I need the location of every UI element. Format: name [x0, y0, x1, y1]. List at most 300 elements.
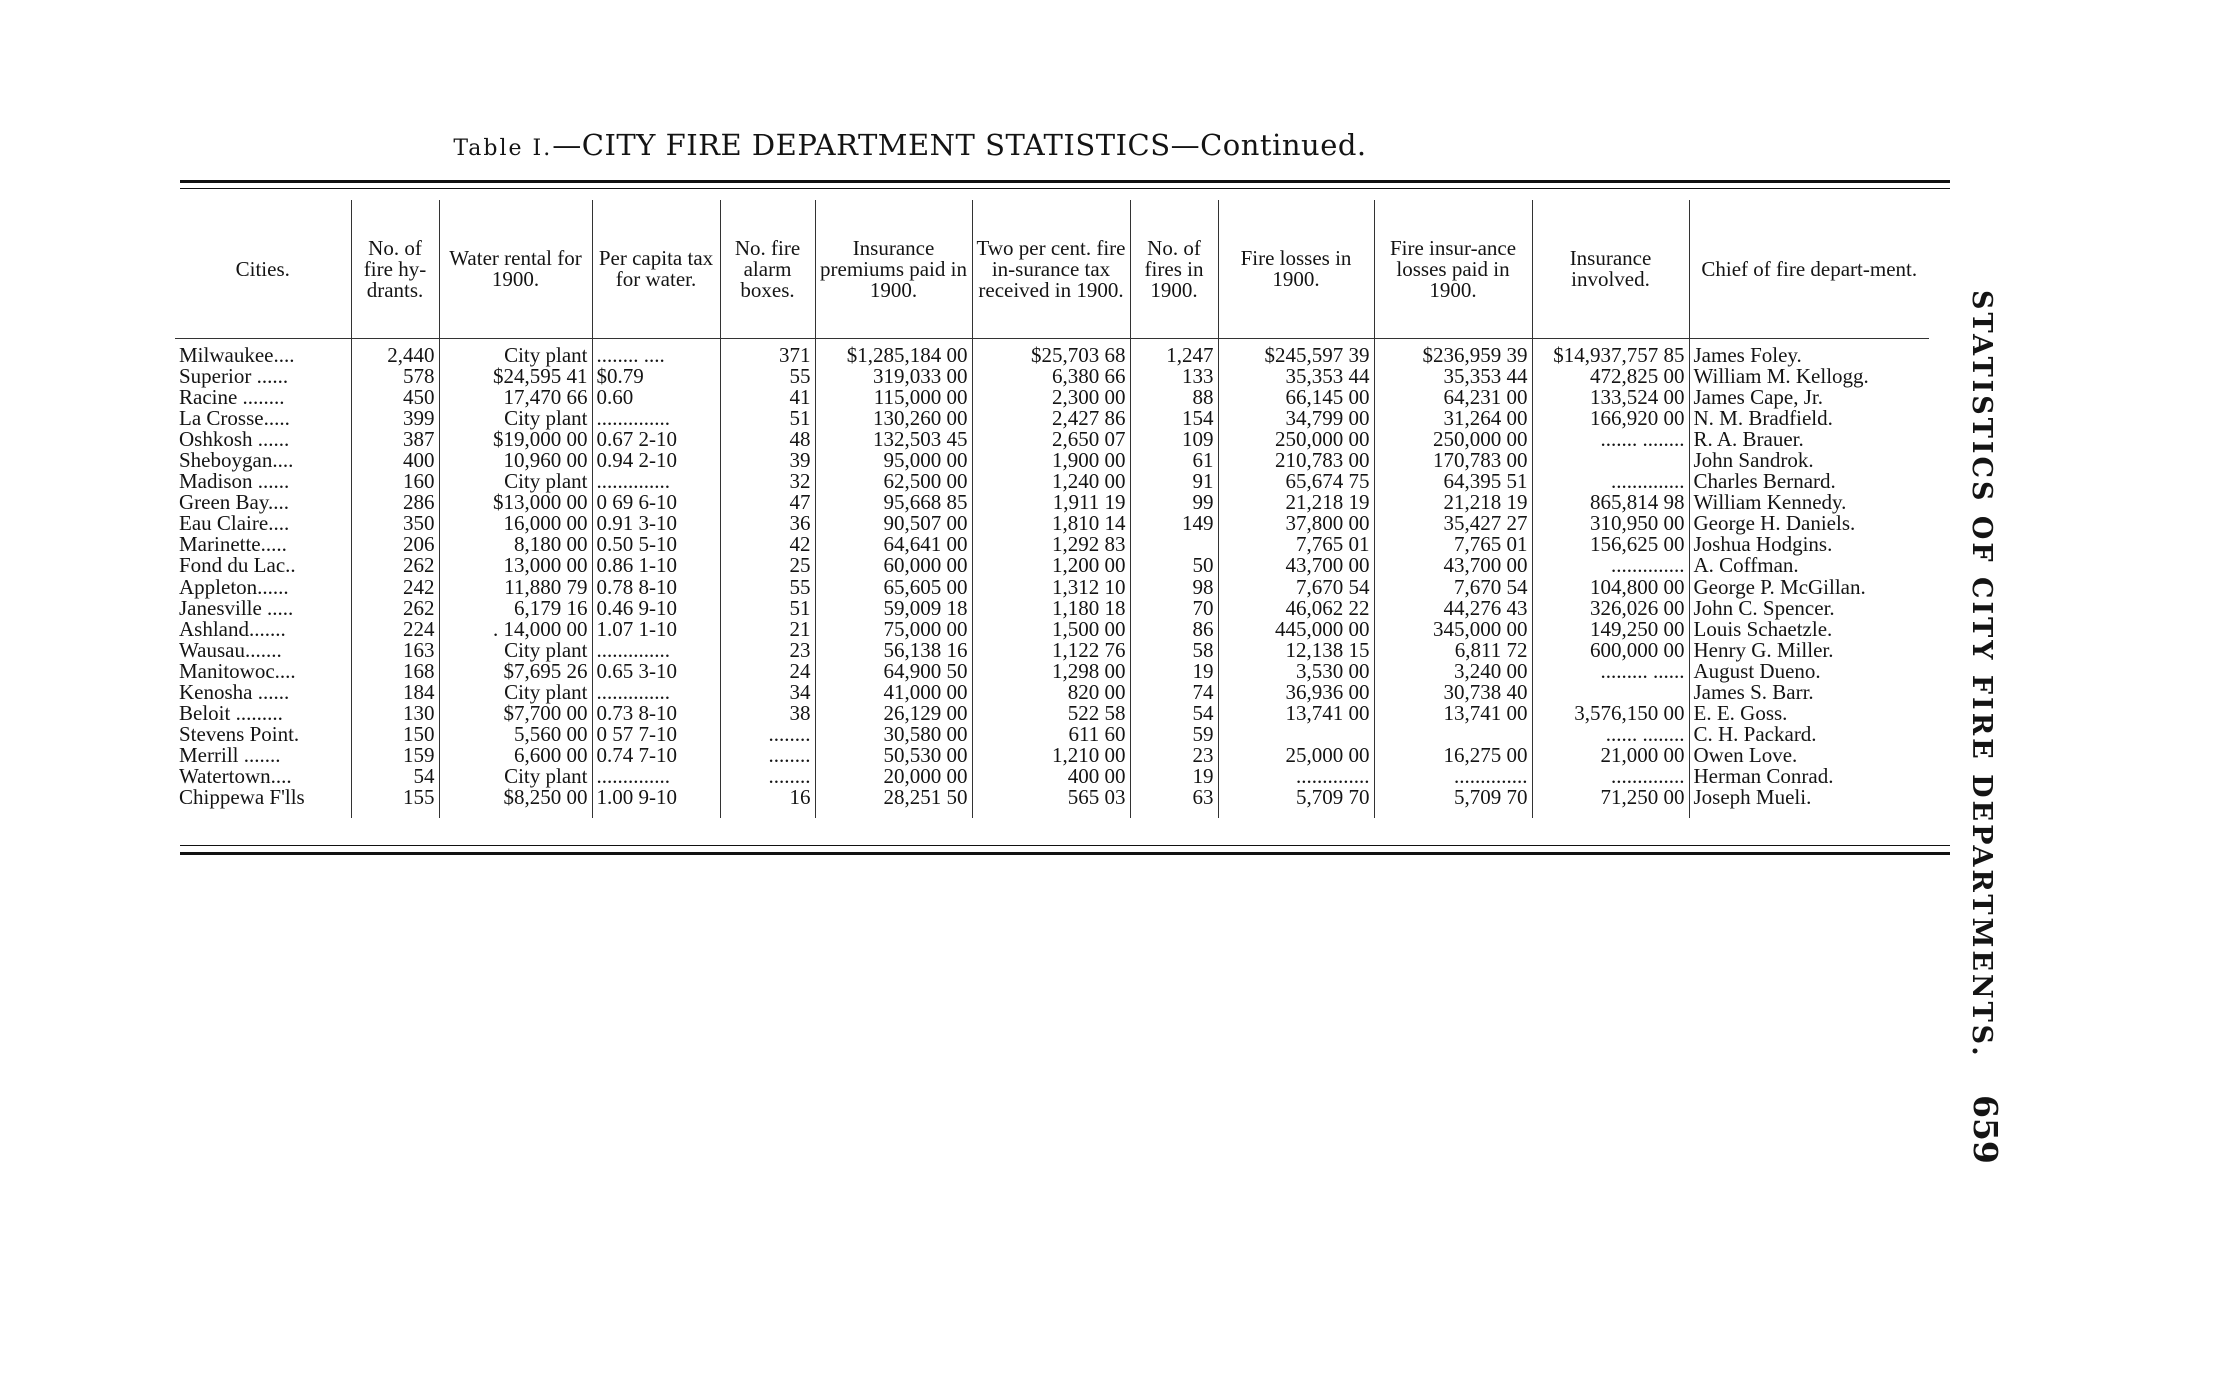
cell-city: Chippewa F'lls	[179, 784, 305, 809]
cell-hydrants: 163	[351, 640, 439, 661]
cell-per-capita: 0.86 1-10	[592, 555, 720, 576]
cell-losses: 5,709 70	[1218, 787, 1374, 818]
cell-city: Kenosha ......	[179, 679, 290, 704]
cell-per-capita: 0.74 7-10	[592, 745, 720, 766]
cell-city: Milwaukee....	[179, 343, 295, 367]
col-header-involved: Insurance involved.	[1532, 200, 1689, 339]
cell-tax: 6,380 66	[972, 366, 1130, 387]
cell-fires: 63	[1130, 787, 1218, 818]
table-row	[175, 577, 1929, 598]
cell-tax: 820 00	[972, 682, 1130, 703]
cell-involved: 326,026 00	[1532, 598, 1689, 619]
cell-tax: 400 00	[972, 766, 1130, 787]
cell-hydrants: 155	[351, 787, 439, 818]
cell-tax: $25,703 68	[972, 339, 1130, 367]
table-row	[175, 745, 1929, 766]
cell-alarm-boxes: 36	[720, 513, 815, 534]
cell-losses: 37,800 00	[1218, 513, 1374, 534]
table-row	[175, 492, 1929, 513]
cell-alarm-boxes: 39	[720, 450, 815, 471]
cell-involved: 104,800 00	[1532, 577, 1689, 598]
cell-water-rental: 16,000 00	[439, 513, 592, 534]
cell-water-rental: City plant	[439, 471, 592, 492]
cell-city: Madison ......	[179, 469, 290, 494]
cell-water-rental: 5,560 00	[439, 724, 592, 745]
cell-losses-paid: 30,738 40	[1374, 682, 1532, 703]
cell-chief: E. E. Goss.	[1689, 703, 1929, 724]
cell-per-capita: ..............	[592, 682, 720, 703]
cell-water-rental: 11,880 79	[439, 577, 592, 598]
cell-alarm-boxes: 16	[720, 787, 815, 818]
cell-alarm-boxes: 47	[720, 492, 815, 513]
cell-alarm-boxes: 24	[720, 661, 815, 682]
table-row	[175, 471, 1929, 492]
cell-losses-paid: ..............	[1374, 766, 1532, 787]
col-header-water-rental: Water rental for 1900.	[439, 200, 592, 339]
cell-alarm-boxes: 38	[720, 703, 815, 724]
cell-per-capita: 1.07 1-10	[592, 619, 720, 640]
cell-alarm-boxes: 41	[720, 387, 815, 408]
cell-alarm-boxes: 23	[720, 640, 815, 661]
col-header-fires: No. of fires in 1900.	[1130, 200, 1218, 339]
table-row	[175, 450, 1929, 471]
cell-hydrants: 262	[351, 555, 439, 576]
cell-chief: John Sandrok.	[1689, 450, 1929, 471]
cell-chief: C. H. Packard.	[1689, 724, 1929, 745]
cell-alarm-boxes: 21	[720, 619, 815, 640]
cell-losses-paid: 13,741 00	[1374, 703, 1532, 724]
cell-city: Green Bay....	[179, 490, 290, 515]
cell-alarm-boxes: 32	[720, 471, 815, 492]
cell-involved: ...... ........	[1532, 724, 1689, 745]
cell-hydrants: 400	[351, 450, 439, 471]
cell-city: Eau Claire....	[179, 511, 290, 536]
cell-premiums: 130,260 00	[815, 408, 972, 429]
cell-fires: 88	[1130, 387, 1218, 408]
cell-fires: 86	[1130, 619, 1218, 640]
table-row	[175, 429, 1929, 450]
cell-losses-paid: 345,000 00	[1374, 619, 1532, 640]
cell-premiums: 65,605 00	[815, 577, 972, 598]
cell-chief: George P. McGillan.	[1689, 577, 1929, 598]
cell-hydrants: 224	[351, 619, 439, 640]
cell-fires: 91	[1130, 471, 1218, 492]
cell-tax: 611 60	[972, 724, 1130, 745]
cell-premiums: 60,000 00	[815, 555, 972, 576]
cell-city: La Crosse.....	[179, 406, 290, 431]
cell-fires: 98	[1130, 577, 1218, 598]
cell-tax: 1,298 00	[972, 661, 1130, 682]
cell-tax: 1,292 83	[972, 534, 1130, 555]
cell-city: Wausau.......	[179, 637, 282, 662]
cell-losses: 25,000 00	[1218, 745, 1374, 766]
cell-losses-paid: 6,811 72	[1374, 640, 1532, 661]
table-row	[175, 640, 1929, 661]
table-row	[175, 555, 1929, 576]
cell-alarm-boxes: ........	[720, 745, 815, 766]
cell-premiums: 30,580 00	[815, 724, 972, 745]
cell-alarm-boxes: 42	[720, 534, 815, 555]
cell-fires: 149	[1130, 513, 1218, 534]
cell-losses: 46,062 22	[1218, 598, 1374, 619]
cell-water-rental: 10,960 00	[439, 450, 592, 471]
cell-premiums: 95,000 00	[815, 450, 972, 471]
cell-city: Oshkosh ......	[179, 427, 290, 452]
top-rule-thin	[180, 188, 1950, 189]
cell-losses-paid: 5,709 70	[1374, 787, 1532, 818]
cell-losses-paid: 7,670 54	[1374, 577, 1532, 598]
cell-losses: 7,670 54	[1218, 577, 1374, 598]
cell-involved: 166,920 00	[1532, 408, 1689, 429]
cell-involved: 310,950 00	[1532, 513, 1689, 534]
col-header-cities: Cities.	[235, 256, 290, 281]
cell-losses-paid: 64,395 51	[1374, 471, 1532, 492]
col-header-alarm-boxes: No. fire alarm boxes.	[720, 200, 815, 339]
cell-involved: 149,250 00	[1532, 619, 1689, 640]
cell-tax: 1,180 18	[972, 598, 1130, 619]
table-body	[175, 339, 1929, 819]
table-row	[175, 724, 1929, 745]
cell-premiums: 90,507 00	[815, 513, 972, 534]
cell-fires: 109	[1130, 429, 1218, 450]
cell-losses-paid: 44,276 43	[1374, 598, 1532, 619]
cell-per-capita: ..............	[592, 766, 720, 787]
cell-water-rental: 6,600 00	[439, 745, 592, 766]
table-title-main: —CITY FIRE DEPARTMENT STATISTICS	[552, 128, 1171, 162]
cell-losses: 12,138 15	[1218, 640, 1374, 661]
cell-losses: 21,218 19	[1218, 492, 1374, 513]
cell-water-rental: $19,000 00	[439, 429, 592, 450]
cell-city: Racine ........	[179, 385, 285, 410]
col-header-per-capita: Per capita tax for water.	[592, 200, 720, 339]
cell-tax: 1,312 10	[972, 577, 1130, 598]
cell-tax: 1,200 00	[972, 555, 1130, 576]
cell-city: Stevens Point.	[179, 721, 300, 746]
cell-chief: Herman Conrad.	[1689, 766, 1929, 787]
cell-tax: 1,210 00	[972, 745, 1130, 766]
table-header-row	[175, 200, 1929, 339]
cell-chief: John C. Spencer.	[1689, 598, 1929, 619]
cell-city: Watertown....	[179, 763, 292, 788]
cell-city: Ashland.......	[179, 616, 286, 641]
cell-fires: 70	[1130, 598, 1218, 619]
table-row	[175, 766, 1929, 787]
cell-losses: $245,597 39	[1218, 339, 1374, 367]
cell-premiums: 50,530 00	[815, 745, 972, 766]
cell-per-capita: 0.78 8-10	[592, 577, 720, 598]
cell-chief: A. Coffman.	[1689, 555, 1929, 576]
table-title-suffix: —Continued.	[1170, 128, 1367, 162]
cell-chief: Joseph Mueli.	[1689, 787, 1929, 818]
cell-tax: 1,911 19	[972, 492, 1130, 513]
cell-losses-paid: 43,700 00	[1374, 555, 1532, 576]
cell-tax: 1,900 00	[972, 450, 1130, 471]
cell-premiums: 132,503 45	[815, 429, 972, 450]
table-row	[175, 513, 1929, 534]
cell-tax: 1,240 00	[972, 471, 1130, 492]
cell-involved: ..............	[1532, 555, 1689, 576]
cell-per-capita: ........ ....	[592, 339, 720, 367]
cell-city: Janesville .....	[179, 595, 294, 620]
cell-per-capita: 0.91 3-10	[592, 513, 720, 534]
cell-city: Marinette.....	[179, 532, 287, 557]
table-row	[175, 408, 1929, 429]
cell-chief: William M. Kellogg.	[1689, 366, 1929, 387]
cell-involved: $14,937,757 85	[1532, 339, 1689, 367]
cell-losses-paid: 35,427 27	[1374, 513, 1532, 534]
cell-hydrants: 206	[351, 534, 439, 555]
cell-alarm-boxes: 51	[720, 408, 815, 429]
cell-premiums: 62,500 00	[815, 471, 972, 492]
cell-hydrants: 54	[351, 766, 439, 787]
cell-per-capita: 1.00 9-10	[592, 787, 720, 818]
cell-per-capita: 0 57 7-10	[592, 724, 720, 745]
cell-premiums: 28,251 50	[815, 787, 972, 818]
cell-losses: 13,741 00	[1218, 703, 1374, 724]
cell-involved: 3,576,150 00	[1532, 703, 1689, 724]
cell-losses-paid: 16,275 00	[1374, 745, 1532, 766]
table-row	[175, 661, 1929, 682]
cell-hydrants: 2,440	[351, 339, 439, 367]
cell-fires: 50	[1130, 555, 1218, 576]
cell-water-rental: 13,000 00	[439, 555, 592, 576]
cell-chief: N. M. Bradfield.	[1689, 408, 1929, 429]
bottom-rule-thin	[180, 845, 1950, 846]
cell-involved	[1532, 682, 1689, 703]
cell-premiums: 26,129 00	[815, 703, 972, 724]
cell-hydrants: 160	[351, 471, 439, 492]
cell-hydrants: 578	[351, 366, 439, 387]
cell-tax: 565 03	[972, 787, 1130, 818]
cell-hydrants: 450	[351, 387, 439, 408]
cell-premiums: 56,138 16	[815, 640, 972, 661]
cell-fires: 19	[1130, 766, 1218, 787]
cell-water-rental: $7,695 26	[439, 661, 592, 682]
cell-chief: James Cape, Jr.	[1689, 387, 1929, 408]
fire-statistics-table	[175, 200, 1929, 818]
cell-premiums: 75,000 00	[815, 619, 972, 640]
cell-water-rental: $24,595 41	[439, 366, 592, 387]
cell-alarm-boxes: 51	[720, 598, 815, 619]
cell-fires: 59	[1130, 724, 1218, 745]
cell-chief: Joshua Hodgins.	[1689, 534, 1929, 555]
cell-tax: 2,650 07	[972, 429, 1130, 450]
col-header-premiums: Insurance premiums paid in 1900.	[815, 200, 972, 339]
cell-city: Superior ......	[179, 364, 289, 389]
cell-water-rental: City plant	[439, 408, 592, 429]
cell-water-rental: $8,250 00	[439, 787, 592, 818]
cell-losses-paid: 21,218 19	[1374, 492, 1532, 513]
cell-per-capita: 0.67 2-10	[592, 429, 720, 450]
table-row	[175, 682, 1929, 703]
table-title-prefix: Table I.	[453, 136, 553, 161]
cell-tax: 1,810 14	[972, 513, 1130, 534]
cell-water-rental: $13,000 00	[439, 492, 592, 513]
cell-losses: 66,145 00	[1218, 387, 1374, 408]
cell-city: Sheboygan....	[179, 448, 294, 473]
cell-alarm-boxes: ........	[720, 724, 815, 745]
cell-city: Merrill .......	[179, 742, 281, 767]
cell-alarm-boxes: 48	[720, 429, 815, 450]
cell-tax: 2,427 86	[972, 408, 1130, 429]
table-row	[175, 703, 1929, 724]
cell-involved: 600,000 00	[1532, 640, 1689, 661]
cell-chief: William Kennedy.	[1689, 492, 1929, 513]
cell-premiums: 64,900 50	[815, 661, 972, 682]
cell-involved: ..............	[1532, 471, 1689, 492]
cell-involved: 21,000 00	[1532, 745, 1689, 766]
table-row	[175, 534, 1929, 555]
cell-involved: 865,814 98	[1532, 492, 1689, 513]
cell-per-capita: 0.73 8-10	[592, 703, 720, 724]
cell-water-rental: City plant	[439, 339, 592, 367]
cell-city: Appleton......	[179, 574, 289, 599]
cell-chief: Louis Schaetzle.	[1689, 619, 1929, 640]
cell-losses: 7,765 01	[1218, 534, 1374, 555]
cell-per-capita: ..............	[592, 408, 720, 429]
table-row	[175, 598, 1929, 619]
cell-hydrants: 130	[351, 703, 439, 724]
col-header-hydrants: No. of fire hy-drants.	[351, 200, 439, 339]
cell-city: Manitowoc....	[179, 658, 296, 683]
running-head: STATISTICS OF CITY FIRE DEPARTMENTS.	[1966, 290, 1997, 1059]
cell-involved: 133,524 00	[1532, 387, 1689, 408]
cell-fires: 19	[1130, 661, 1218, 682]
col-header-losses: Fire losses in 1900.	[1218, 200, 1374, 339]
cell-chief: James S. Barr.	[1689, 682, 1929, 703]
cell-fires: 99	[1130, 492, 1218, 513]
cell-water-rental: City plant	[439, 682, 592, 703]
table-title	[175, 128, 1645, 162]
cell-per-capita: ..............	[592, 471, 720, 492]
cell-fires: 133	[1130, 366, 1218, 387]
cell-involved: 71,250 00	[1532, 787, 1689, 818]
cell-alarm-boxes: 55	[720, 577, 815, 598]
cell-involved: 472,825 00	[1532, 366, 1689, 387]
cell-losses: 445,000 00	[1218, 619, 1374, 640]
cell-hydrants: 242	[351, 577, 439, 598]
cell-water-rental: 17,470 66	[439, 387, 592, 408]
cell-involved: 156,625 00	[1532, 534, 1689, 555]
cell-hydrants: 168	[351, 661, 439, 682]
cell-losses: 36,936 00	[1218, 682, 1374, 703]
cell-premiums: 41,000 00	[815, 682, 972, 703]
cell-losses: 250,000 00	[1218, 429, 1374, 450]
cell-chief: Charles Bernard.	[1689, 471, 1929, 492]
col-header-tax: Two per cent. fire in-surance tax received in 1900.	[972, 200, 1130, 339]
cell-fires: 54	[1130, 703, 1218, 724]
cell-premiums: 95,668 85	[815, 492, 972, 513]
cell-involved: ..............	[1532, 766, 1689, 787]
cell-water-rental: 6,179 16	[439, 598, 592, 619]
cell-chief: August Dueno.	[1689, 661, 1929, 682]
cell-water-rental: 8,180 00	[439, 534, 592, 555]
cell-tax: 522 58	[972, 703, 1130, 724]
cell-losses-paid: 31,264 00	[1374, 408, 1532, 429]
cell-losses: 34,799 00	[1218, 408, 1374, 429]
cell-hydrants: 387	[351, 429, 439, 450]
col-header-losses-paid: Fire insur-ance losses paid in 1900.	[1374, 200, 1532, 339]
col-header-chief: Chief of fire depart-ment.	[1689, 200, 1929, 339]
page-number: 659	[1966, 1095, 2005, 1164]
bottom-rule-thick	[180, 852, 1950, 855]
cell-hydrants: 184	[351, 682, 439, 703]
cell-hydrants: 399	[351, 408, 439, 429]
cell-losses-paid: $236,959 39	[1374, 339, 1532, 367]
cell-losses-paid: 3,240 00	[1374, 661, 1532, 682]
cell-losses-paid: 170,783 00	[1374, 450, 1532, 471]
cell-chief: Henry G. Miller.	[1689, 640, 1929, 661]
cell-hydrants: 350	[351, 513, 439, 534]
cell-fires: 154	[1130, 408, 1218, 429]
cell-premiums: 64,641 00	[815, 534, 972, 555]
cell-city: Fond du Lac..	[179, 553, 296, 578]
cell-premiums: 59,009 18	[815, 598, 972, 619]
cell-premiums: 20,000 00	[815, 766, 972, 787]
cell-losses-paid	[1374, 724, 1532, 745]
table-row	[175, 787, 1929, 818]
cell-per-capita: $0.79	[592, 366, 720, 387]
cell-chief: Owen Love.	[1689, 745, 1929, 766]
cell-per-capita: 0.46 9-10	[592, 598, 720, 619]
cell-losses: ..............	[1218, 766, 1374, 787]
cell-losses: 35,353 44	[1218, 366, 1374, 387]
cell-hydrants: 286	[351, 492, 439, 513]
cell-chief: R. A. Brauer.	[1689, 429, 1929, 450]
cell-losses	[1218, 724, 1374, 745]
cell-per-capita: 0.94 2-10	[592, 450, 720, 471]
cell-alarm-boxes: 55	[720, 366, 815, 387]
table-row	[175, 619, 1929, 640]
cell-alarm-boxes: 25	[720, 555, 815, 576]
cell-per-capita: 0 69 6-10	[592, 492, 720, 513]
cell-water-rental: $7,700 00	[439, 703, 592, 724]
cell-losses: 65,674 75	[1218, 471, 1374, 492]
cell-alarm-boxes: 34	[720, 682, 815, 703]
table-row	[175, 387, 1929, 408]
cell-city: Beloit .........	[179, 700, 283, 725]
cell-fires: 1,247	[1130, 339, 1218, 367]
cell-per-capita: 0.50 5-10	[592, 534, 720, 555]
cell-premiums: $1,285,184 00	[815, 339, 972, 367]
cell-hydrants: 150	[351, 724, 439, 745]
cell-fires: 58	[1130, 640, 1218, 661]
table-row	[175, 366, 1929, 387]
cell-water-rental: City plant	[439, 766, 592, 787]
cell-losses: 210,783 00	[1218, 450, 1374, 471]
cell-involved: ......... ......	[1532, 661, 1689, 682]
cell-losses-paid: 35,353 44	[1374, 366, 1532, 387]
top-rule-thick	[180, 180, 1950, 183]
cell-alarm-boxes: ........	[720, 766, 815, 787]
cell-losses: 43,700 00	[1218, 555, 1374, 576]
cell-involved	[1532, 450, 1689, 471]
cell-tax: 2,300 00	[972, 387, 1130, 408]
cell-premiums: 319,033 00	[815, 366, 972, 387]
cell-losses: 3,530 00	[1218, 661, 1374, 682]
cell-per-capita: 0.60	[592, 387, 720, 408]
cell-per-capita: 0.65 3-10	[592, 661, 720, 682]
cell-losses-paid: 7,765 01	[1374, 534, 1532, 555]
cell-hydrants: 159	[351, 745, 439, 766]
cell-water-rental: . 14,000 00	[439, 619, 592, 640]
table-row	[175, 339, 1929, 367]
cell-premiums: 115,000 00	[815, 387, 972, 408]
cell-involved: ....... ........	[1532, 429, 1689, 450]
cell-fires: 23	[1130, 745, 1218, 766]
cell-chief: George H. Daniels.	[1689, 513, 1929, 534]
cell-losses-paid: 64,231 00	[1374, 387, 1532, 408]
